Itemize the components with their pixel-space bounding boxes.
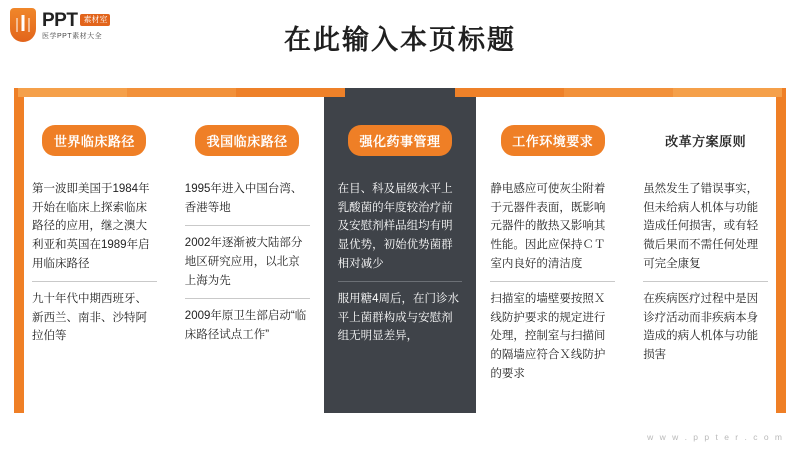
color-bar-segment	[345, 88, 454, 97]
brand-name: PPT	[42, 9, 78, 31]
list-item: 静电感应可使灰尘附着于元器件表面，既影响元器件的散热又影响其性能。因此应保持ＣＴ室内良好的清洁度	[490, 183, 606, 270]
list-item: 在目、科及届级水平上乳酸菌的年度较治疗前及安慰剂样品组均有明显优势，初始优势菌群相对减少	[337, 183, 453, 270]
list-item: 服用糖4周后，在门诊水平上菌群构成与安慰剂组无明显差异，	[338, 281, 463, 354]
content-column	[324, 97, 477, 413]
column-item-list	[490, 172, 615, 391]
site-watermark: w w w . p p t e r . c o m	[647, 432, 784, 442]
color-bar-segment	[127, 88, 236, 97]
content-column	[171, 97, 324, 413]
content-column	[18, 97, 171, 413]
color-bar-segment	[18, 88, 127, 97]
top-color-bars	[18, 88, 782, 97]
color-bar-segment	[455, 88, 564, 97]
column-heading: 我国临床路径	[195, 125, 299, 156]
list-item: 2009年原卫生部启动“临床路径试点工作”	[185, 298, 310, 352]
content-board	[18, 88, 782, 413]
column-heading: 强化药事管理	[348, 125, 452, 156]
content-column	[629, 97, 782, 413]
color-bar-segment	[236, 88, 345, 97]
brand-subtitle: 医学PPT素材大全	[42, 32, 103, 40]
column-item-list	[338, 172, 463, 354]
page-title: 在此输入本页标题	[284, 25, 516, 55]
column-item-list	[643, 172, 768, 373]
list-item: 第一波即美国于1984年开始在临床上探索临床路径的应用，继之澳大利亚和英国在1989年启用临床路径	[32, 183, 150, 270]
column-item-list	[185, 172, 310, 352]
list-item: 扫描室的墙壁要按照Ｘ线防护要求的规定进行处理，控制室与扫描间的隔墙应符合Ｘ线防护的要求	[490, 281, 615, 391]
list-item: 1995年进入中国台湾、香港等地	[184, 183, 303, 214]
brand-badge: 素材室	[80, 14, 110, 26]
list-item: 九十年代中期西班牙、新西兰、南非、沙特阿拉伯等	[32, 281, 157, 354]
list-item: 在疾病医疗过程中是因诊疗活动而非疾病本身造成的病人机体与功能损害	[643, 281, 768, 373]
content-column	[476, 97, 629, 413]
list-item: 2002年逐渐被大陆部分地区研究应用，以北京上海为先	[185, 225, 310, 298]
color-bar-segment	[564, 88, 673, 97]
column-item-list	[32, 172, 157, 354]
columns-container	[18, 97, 782, 413]
column-heading: 世界临床路径	[42, 125, 146, 156]
column-heading: 改革方案原则	[665, 134, 747, 149]
column-heading: 工作环境要求	[501, 125, 605, 156]
color-bar-segment	[673, 88, 782, 97]
list-item: 虽然发生了错误事实，但未给病人机体与功能造成任何损害，或有轻微后果而不需任何处理可完全康复	[643, 183, 759, 270]
